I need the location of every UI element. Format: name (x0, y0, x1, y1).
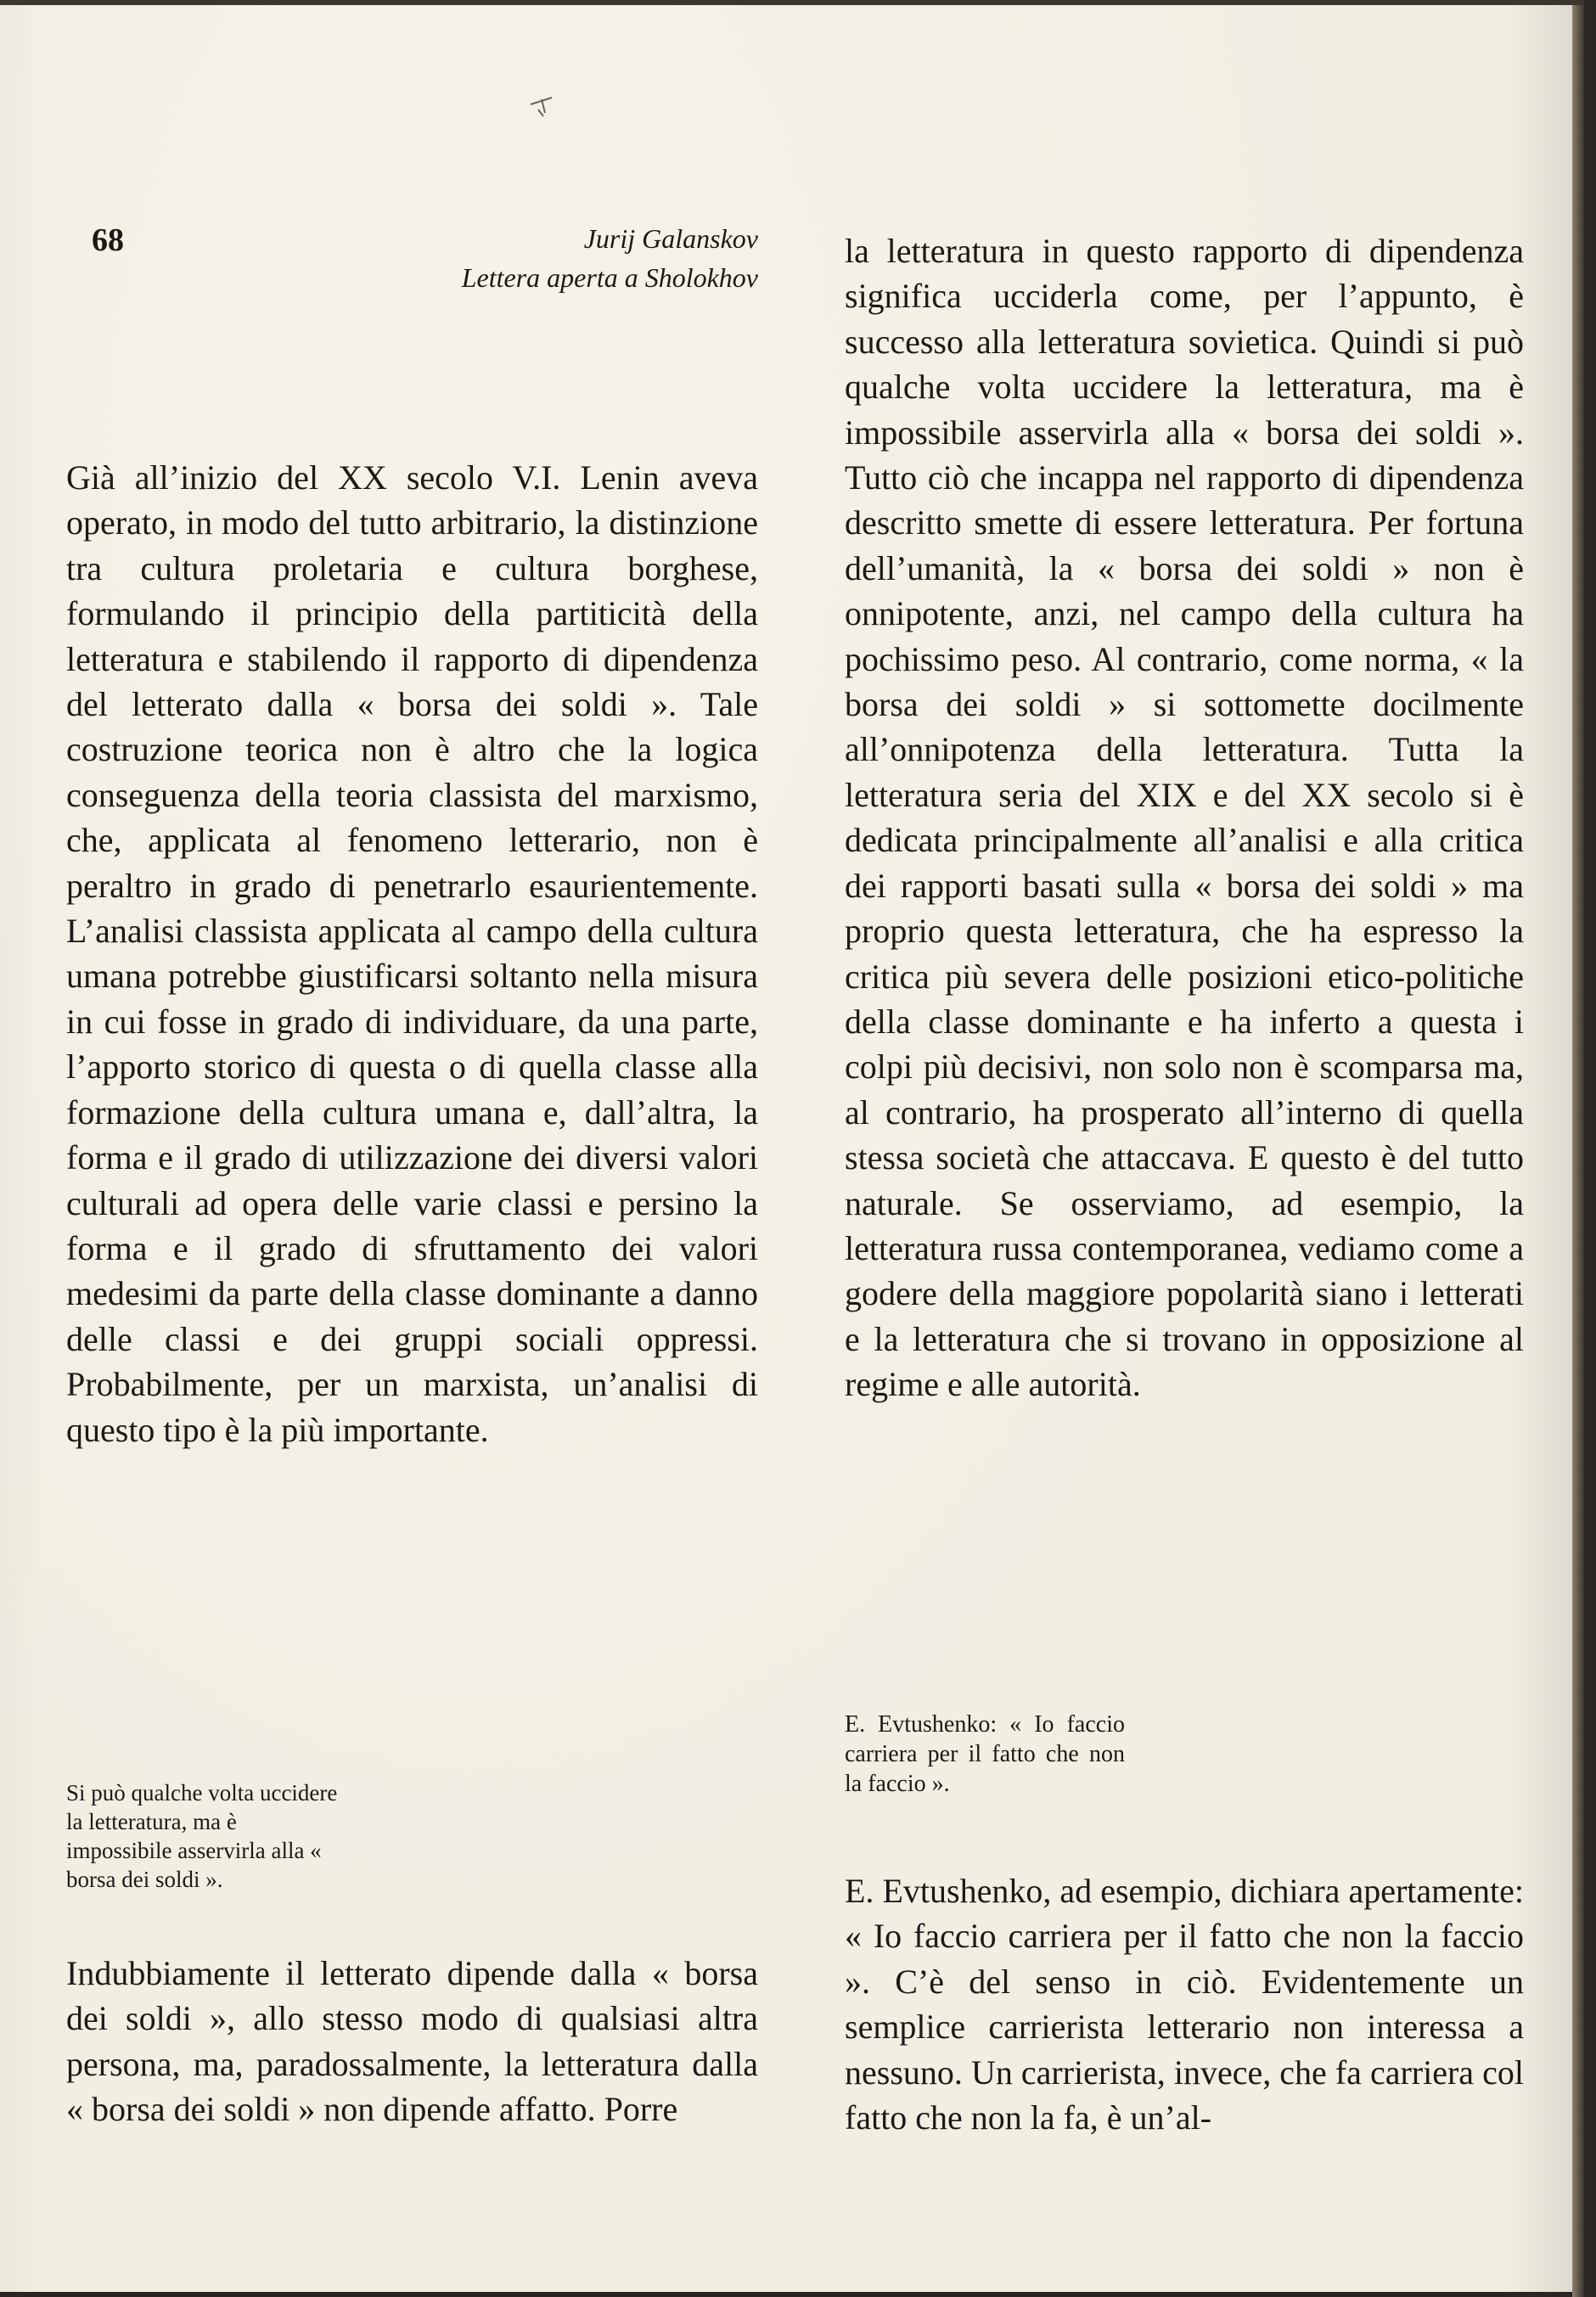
paragraph-letteratura-sovietica: la letteratura in questo rapporto di dipendenza significa ucciderla come, per l’appunto, è successo alla letteratura sovietica. Quindi si può qualche volta uccidere la letteratura, ma è impossibile asservirla alla « borsa dei soldi ». Tutto ciò che incappa nel rapporto di dipendenza descritto smette di essere letteratura. Per fortuna dell’umanità, la « borsa dei soldi » non è onnipotente, anzi, nel campo della cultura ha pochissimo peso. Al contrario, come norma, « la borsa dei soldi » si sottomette docilmente all’onnipotenza della letteratura. Tutta la letteratura seria del XIX e del XX secolo si è dedicata principalmente all’analisi e alla critica dei rapporti basati sulla « borsa dei soldi » ma proprio questa letteratura, che ha espresso la critica più severa delle posizioni etico-politiche della classe dominante e ha inferto a questa i colpi più decisivi, non solo non è scomparsa ma, al contrario, ha prosperato all’interno di quella stessa società che attaccava. E questo è del tutto naturale. Se osserviamo, ad esempio, la letteratura russa contemporanea, vediamo come a godere della maggiore popolarità siano i letterati e la letteratura che si trovano in opposizione al regime e alle autorità. (845, 232, 1524, 1404)
running-head (323, 219, 758, 297)
running-head-title: Lettera aperta a Sholokhov (461, 262, 758, 293)
margin-note: Si può qualche volta uccidere la letteratura, ma è impossibile asservirla alla « borsa dei soldi ». (66, 1780, 338, 1892)
quote-note: E. Evtushenko: « Io faccio carriera per il fatto che non la faccio ». (845, 1711, 1125, 1797)
paragraph-lenin-distinction: Già all’inizio del XX secolo V.I. Lenin aveva operato, in modo del tutto arbitrario, la distinzione tra cultura proletaria e cultura borghese, formulando il principio della partiticità della letteratura e stabilendo il rapporto di dipendenza del letterato dalla « borsa dei soldi ». Tale costruzione teorica non è altro che la logica conseguenza della teoria classista del marxismo, che, applicata al fenomeno letterario, non è peraltro in grado di penetrarlo esaurientemente. L’analisi classista applicata al campo della cultura umana potrebbe giustificarsi soltanto nella misura in cui fosse in grado di individuare, da una parte, l’apporto storico di questa o di quella classe alla formazione della cultura umana e, dall’altra, la forma e il grado di utilizzazione dei diversi valori culturali ad opera delle varie classi e persino la forma e il grado di sfruttamento dei valori medesimi da parte della classe dominante a danno delle classi e dei gruppi sociali oppressi. Probabilmente, per un marxista, un’analisi di questo tipo è la più importante. (66, 458, 758, 1449)
ink-mark-icon (526, 86, 560, 120)
page-edge (1572, 5, 1584, 2297)
page-number: 68 (92, 222, 124, 258)
paragraph-evtushenko: E. Evtushenko, ad esempio, dichiara apertamente: « Io faccio carriera per il fatto che non la faccio ». C’è del senso in ciò. Evidentemente un semplice carrierista letterario non interessa a nessuno. Un carrierista, invece, che fa carriera col fatto che non la fa, è un’al- (845, 1872, 1524, 2137)
paragraph-letterato-dipende: Indubbiamente il letterato dipende dalla « borsa dei soldi », allo stesso modo di qualsiasi altra persona, ma, paradossalmente, la letteratura dalla « borsa dei soldi » non dipende affatto. Porre (66, 1954, 758, 2129)
running-head-author: Jurij Galanskov (583, 223, 758, 254)
